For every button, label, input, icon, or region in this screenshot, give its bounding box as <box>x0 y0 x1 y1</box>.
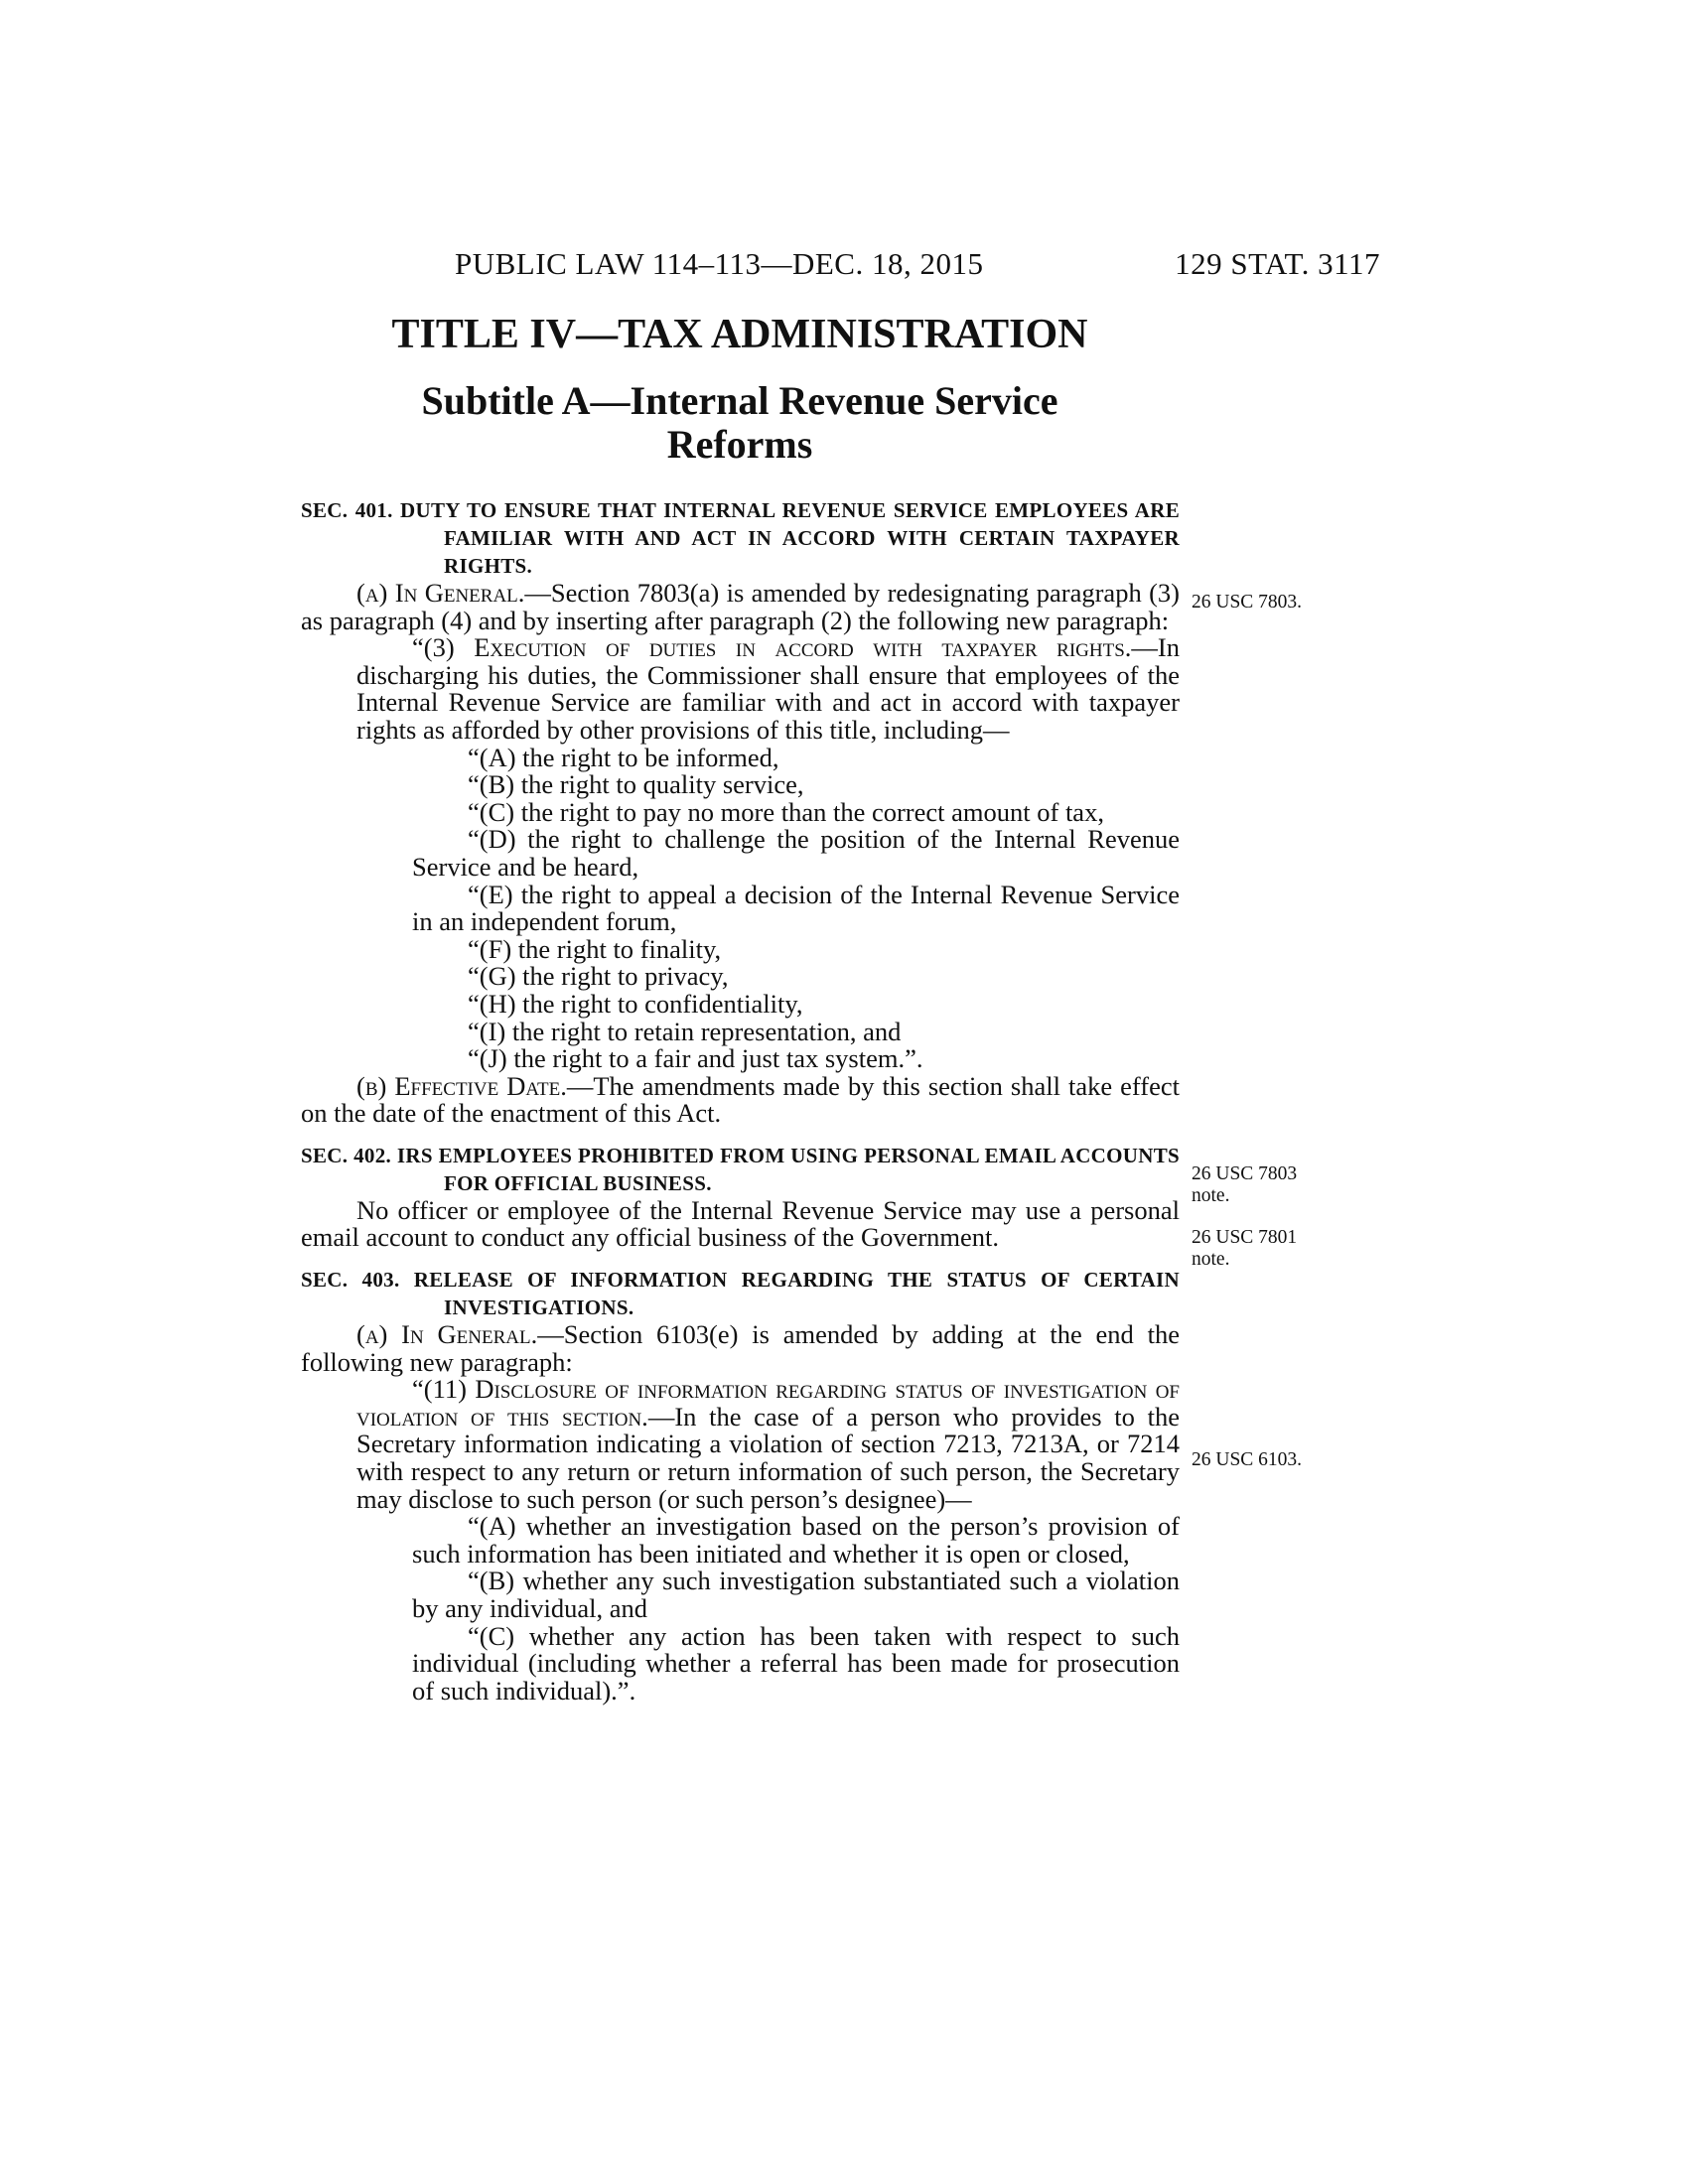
sec-401-subsection-b <box>301 1070 1180 1129</box>
sec-403-paragraph-11 <box>301 1376 1180 1513</box>
sec-401-heading: SEC. 401. DUTY TO ENSURE THAT INTERNAL REVENUE SERVICE EMPLOYEES ARE FAMILIAR WITH AND ACT IN ACCORD WITH CERTAIN TAXPAYER RIGHTS. <box>301 498 1180 578</box>
sec-401-p3-text: —In discharging his duties, the Commissioner shall ensure that employees of the Internal Revenue Service are familiar with and act in accord with taxpayer rights as afforded by other provisions of this title, including— <box>356 632 1180 745</box>
header-law-citation: PUBLIC LAW 114–113—DEC. 18, 2015 <box>455 246 984 281</box>
sec-401-subsection-a <box>301 580 1180 634</box>
sec-401-b-text: —The amendments made by this section shall take effect on the date of the enactment of this Act. <box>301 1070 1180 1129</box>
list-item: “(E) the right to appeal a decision of the Internal Revenue Service in an independent forum, <box>412 879 1180 937</box>
sec-403-p11-label: “(11) Disclosure of information regarding status of investigation of violation of this section. <box>356 1374 1180 1432</box>
sec-401-a-text: —Section 7803(a) is amended by redesignating paragraph (3) as paragraph (4) and by inserting after paragraph (2) the following new paragraph: <box>301 578 1180 635</box>
sec-401-p3-label: “(3) Execution of duties in accord with taxpayer rights. <box>412 632 1132 663</box>
sec-403-a-text: —Section 6103(e) is amended by adding at the end the following new paragraph: <box>301 1319 1180 1377</box>
margin-note-text: note. <box>1192 1185 1230 1206</box>
margin-note-text: note. <box>1192 1249 1230 1270</box>
header-stat-page: 129 STAT. 3117 <box>1175 246 1380 281</box>
sec-403-subsection-a <box>301 1321 1180 1376</box>
title-heading: TITLE IV—TAX ADMINISTRATION <box>391 312 1088 357</box>
sec-401-paragraph-3 <box>301 634 1180 744</box>
sec-402-heading: SEC. 402. IRS EMPLOYEES PROHIBITED FROM USING PERSONAL EMAIL ACCOUNTS FOR OFFICIAL BUSINESS. <box>301 1143 1180 1195</box>
sec-403-a-label: (a) In General. <box>356 1319 538 1350</box>
list-item: “(C) the right to pay no more than the correct amount of tax, <box>468 796 1104 827</box>
list-item: “(C) whether any action has been taken with respect to such individual (including whether a referral has been made for prosecution of such individual).”. <box>412 1620 1180 1706</box>
sec-402-text: No officer or employee of the Internal Revenue Service may use a personal email account to conduct any official business of the Government. <box>301 1194 1180 1253</box>
margin-note-usc-6103 <box>1192 1449 1390 1471</box>
list-item: “(B) the right to quality service, <box>468 769 804 800</box>
margin-note-usc-7803 <box>1192 592 1390 614</box>
list-item: “(I) the right to retain representation, and <box>468 1016 902 1046</box>
sec-401-a-label: (a) In General. <box>356 578 525 608</box>
list-item: “(B) whether any such investigation substantiated such a violation by any individual, and <box>412 1566 1180 1623</box>
list-item: “(J) the right to a fair and just tax system.”. <box>468 1043 923 1074</box>
margin-note-text: 26 USC 6103. <box>1192 1449 1303 1470</box>
list-item: “(H) the right to confidentiality, <box>468 988 803 1019</box>
sec-403-heading: SEC. 403. RELEASE OF INFORMATION REGARDING THE STATUS OF CERTAIN INVESTIGATIONS. <box>301 1268 1180 1320</box>
margin-note-text: 26 USC 7803 <box>1192 1163 1298 1184</box>
title-block <box>298 310 1182 467</box>
list-item: “(A) whether an investigation based on the person’s provision of such information has been initiated and whether it is open or closed, <box>412 1511 1180 1569</box>
margin-note-text: 26 USC 7803. <box>1192 592 1303 613</box>
document-body <box>301 496 1180 1705</box>
list-item: “(A) the right to be informed, <box>468 742 779 772</box>
sec-401-b-label: (b) Effective Date. <box>356 1070 567 1101</box>
sec-403-p11-text: —In the case of a person who provides to the Secretary information indicating a violation of section 7213, 7213A, or 7214 with respect to any return or return information of such person, the Secretary may disclose to such person (or such person’s designee)— <box>356 1401 1180 1514</box>
list-item: “(F) the right to finality, <box>468 933 722 964</box>
margin-note-usc-7803-note <box>1192 1163 1390 1207</box>
margin-note-usc-7801-note <box>1192 1227 1390 1271</box>
list-item: “(D) the right to challenge the position of the Internal Revenue Service and be heard, <box>412 824 1180 882</box>
list-item: “(G) the right to privacy, <box>468 961 729 992</box>
margin-note-text: 26 USC 7801 <box>1192 1227 1298 1248</box>
subtitle-heading: Subtitle A—Internal Revenue Service Reforms <box>421 378 1058 467</box>
